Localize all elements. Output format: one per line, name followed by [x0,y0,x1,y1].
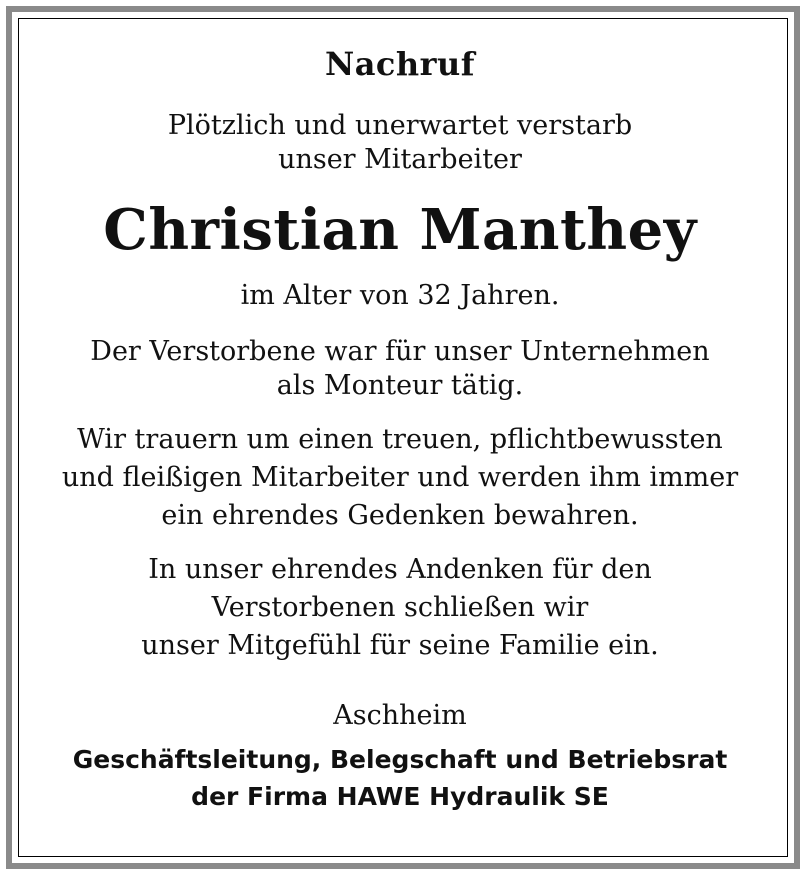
role-line-2: als Monteur tätig. [276,370,524,401]
tribute-line-1: Wir trauern um einen treuen, pflichtbewussten [77,424,723,455]
place-line: Aschheim [333,700,467,731]
condolence-line-2: Verstorbenen schließen wir [211,592,589,623]
condolence-line-3: unser Mitgefühl für seine Familie ein. [141,630,659,661]
signature-line-2: der Firma HAWE Hydraulik SE [191,782,609,811]
signature-line-1: Geschäftsleitung, Belegschaft und Betriebsrat [72,745,728,774]
condolence-line-1: In unser ehrendes Andenken für den [148,554,652,585]
notice-heading: Nachruf [324,45,476,83]
role-line-1: Der Verstorbene war für unser Unternehmen [90,336,710,367]
deceased-name: Christian Manthey [103,197,697,263]
tribute-line-2: und fleißigen Mitarbeiter und werden ihm immer [61,462,739,493]
intro-line-1: Plötzlich und unerwartet verstarb [167,110,633,141]
tribute-line-3: ein ehrendes Gedenken bewahren. [161,500,639,531]
age-line: im Alter von 32 Jahren. [240,280,560,311]
intro-line-2: unser Mitarbeiter [278,144,522,175]
